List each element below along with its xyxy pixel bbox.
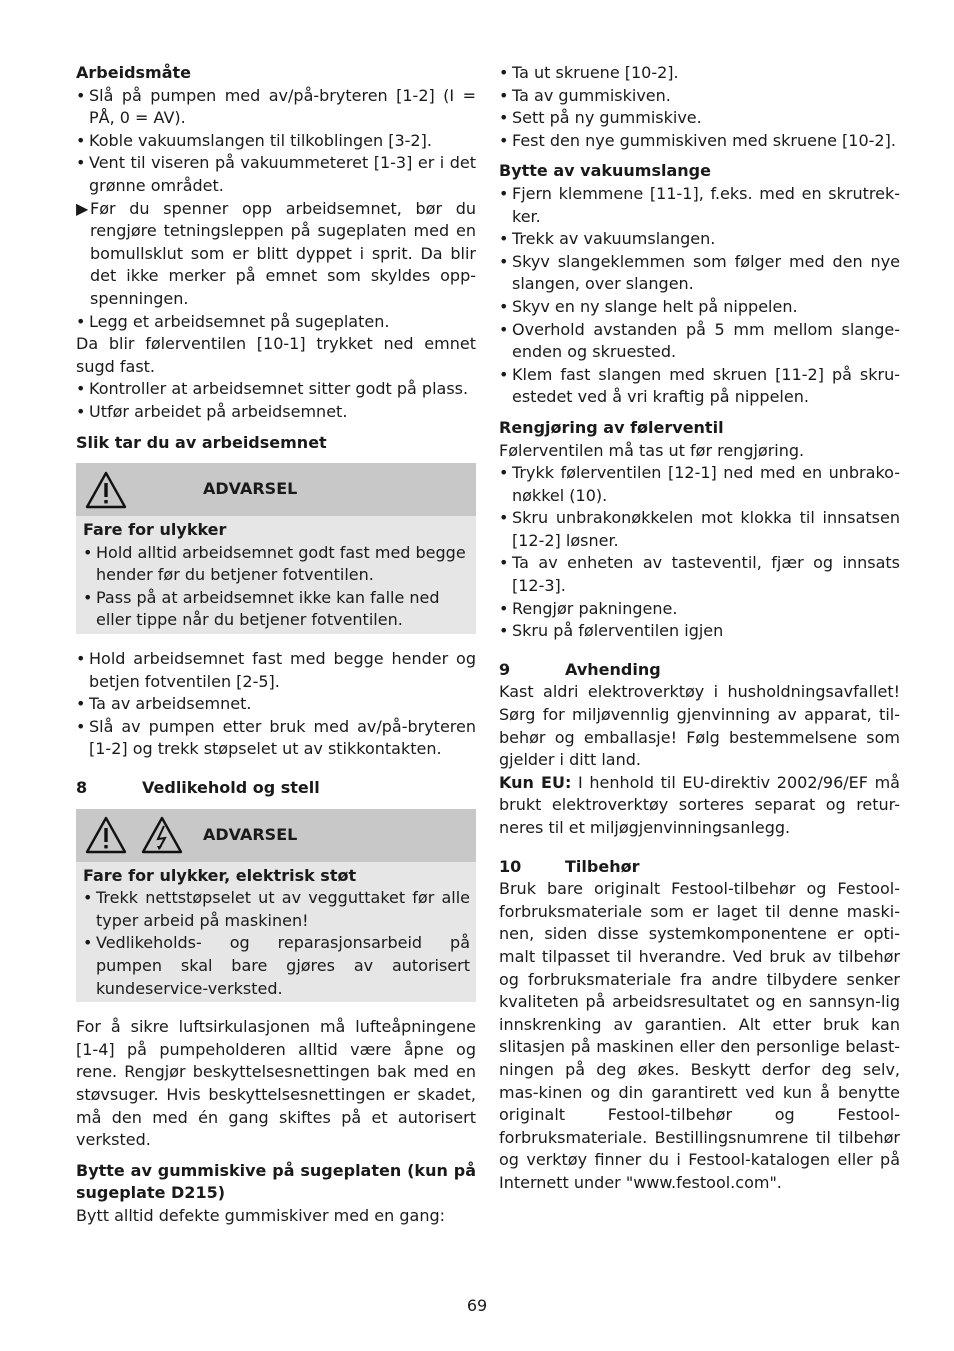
list-item: • Ta av gummiskiven. bbox=[499, 85, 671, 105]
triangle-bullet-icon: ▶ bbox=[76, 198, 89, 218]
list-item: • Skyv slangeklemmen som følger med den nye slangen, over slangen. bbox=[499, 251, 900, 294]
list-item: • Pass på at arbeidsemnet ikke kan falle ned eller tippe når du betjener fotventilen. bbox=[83, 587, 440, 630]
list-item: • Trekk av vakuumslangen. bbox=[499, 229, 716, 249]
page-number: 69 bbox=[466, 1296, 488, 1315]
list-item: • Trekk nettstøpselet ut av vegguttaket før alle typer arbeid på maskinen! bbox=[83, 888, 470, 930]
electric-shock-icon bbox=[140, 815, 184, 855]
warning-heading: Fare for ulykker bbox=[83, 520, 227, 540]
list-item: • Vedlikeholds- og reparasjonsarbeid på pumpen skal bare gjøres av autorisert kundeservice-verksted. bbox=[83, 933, 470, 998]
accessories-paragraph: Bruk bare originalt Festool-tilbehør og Festool-forbruksmateriale som er laget til denne maski-nen, siden disse systemkomponentene er opti-malt tilpasset til hverandre. Ved bruk av tilbehør og forbruksmateriale fra andre tilbydere senker kvaliteten på arbeidsresultatet og en sannsyn-lig innskrenking av garantien. Alt etter bruk kan slitasjen på maskinen eller den personlige belast-ningen på deg økes. Beskytt derfor deg selv, mas-kinen og din garantirett ved kun å benytte originalt Festool-tilbehør og Festool-forbruksmateriale. Bestillingsnumrene til tilbehør og verktøy finner du i Festool-katalogen eller på Internett under "www.festool.com". bbox=[499, 879, 900, 1192]
after-warning-list bbox=[76, 648, 476, 761]
arbeidsmate-list bbox=[76, 85, 476, 334]
warning-header bbox=[76, 463, 476, 516]
section-10-heading: 10 Tilbehør bbox=[499, 856, 640, 876]
warning-triangle-icon bbox=[84, 815, 128, 855]
tip-item: ▶ Før du spenner opp arbeidsemnet, bør du rengjøre tetningsleppen på sugeplaten med en bomullsklut som er blitt dyppet i sprit. Da blir det ikke merker på emnet som skyldes opp-spenningen. bbox=[76, 198, 476, 308]
list-item: • Slå av pumpen etter bruk med av/på-bryteren [1-2] og trekk støpselet ut av stikkontakten. bbox=[76, 716, 476, 759]
warning-heading: Fare for ulykker, elektrisk støt bbox=[83, 865, 357, 885]
list-item: • Trykk følerventilen [12-1] ned med en unbrako-nøkkel (10). bbox=[499, 463, 900, 505]
heading-arbeidsmate: Arbeidsmåte bbox=[76, 63, 192, 82]
vakuumslange-list bbox=[499, 183, 900, 409]
list-item: • Skyv en ny slange helt på nippelen. bbox=[499, 296, 798, 316]
list-item: • Koble vakuumslangen til tilkoblingen [3-2]. bbox=[76, 130, 432, 150]
gummiskive-list bbox=[499, 62, 900, 152]
paragraph: Da blir følerventilen [10-1] trykket ned emnet sugd fast. bbox=[76, 334, 476, 376]
list-item: • Kontroller at arbeidsemnet sitter godt på plass. bbox=[76, 379, 469, 399]
warning-box-electric bbox=[76, 809, 476, 1003]
maintenance-paragraph: For å sikre luftsirkulasjonen må lufteåpningene [1-4] på pumpeholderen alltid være åpne og rene. Rengjør beskyttelsesnettingen bak med en støvsuger. Hvis beskyttelsesnettingen er skadet, må den med én gang skiftes på et autorisert verksted. bbox=[76, 1017, 476, 1150]
warning-header bbox=[76, 809, 476, 862]
arbeidsmate-list-2 bbox=[76, 378, 476, 423]
heading-gummiskive: Bytte av gummiskive på sugeplaten (kun på sugeplate D215) bbox=[76, 1160, 476, 1203]
list-item: • Utfør arbeidet på arbeidsemnet. bbox=[76, 401, 348, 421]
list-item: • Skru på følerventilen igjen bbox=[499, 621, 724, 641]
warning-box bbox=[76, 463, 476, 634]
left-column bbox=[76, 62, 476, 1228]
list-item: • Ta av enheten av tasteventil, fjær og innsats [12-3]. bbox=[499, 553, 900, 596]
disposal-paragraph: Kast aldri elektroverktøy i husholdningsavfallet! Sørg for miljøvennlig gjenvinning av apparat, til-behør og emballasje! Følg bestemmelsene som gjelder i ditt land. bbox=[499, 682, 900, 770]
warning-body bbox=[76, 516, 476, 634]
paragraph: Bytt alltid defekte gummiskiver med en gang: bbox=[76, 1205, 446, 1225]
list-item: • Overhold avstanden på 5 mm mellom slange-enden og skruested. bbox=[499, 319, 900, 362]
list-item: • Hold arbeidsemnet fast med begge hender og betjen fotventilen [2-5]. bbox=[76, 649, 476, 691]
list-item: • Fjern klemmene [11-1], f.eks. med en skrutrek-ker. bbox=[499, 183, 900, 226]
list-item: • Sett på ny gummiskive. bbox=[499, 108, 702, 128]
right-column bbox=[499, 62, 900, 1195]
heading-vakuumslange: Bytte av vakuumslange bbox=[499, 161, 711, 181]
warning-body bbox=[76, 862, 476, 1003]
list-item: • Ta av arbeidsemnet. bbox=[76, 694, 252, 714]
eu-paragraph: Kun EU: I henhold til EU-direktiv 2002/96/EF må brukt elektroverktøy sorteres separat og retur-neres til et miljøgjenvinningsanlegg. bbox=[499, 772, 900, 837]
list-item: • Slå på pumpen med av/på-bryteren [1-2] (I = PÅ, 0 = AV). bbox=[76, 85, 476, 128]
paragraph: Følerventilen må tas ut før rengjøring. bbox=[499, 440, 805, 460]
list-item: • Hold alltid arbeidsemnet godt fast med begge hender før du betjener fotventilen. bbox=[83, 542, 466, 585]
warning-triangle-icon bbox=[84, 470, 128, 510]
heading-folerventil: Rengjøring av følerventil bbox=[499, 417, 724, 437]
section-8-heading: 8 Vedlikehold og stell bbox=[76, 778, 320, 798]
list-item: • Klem fast slangen med skruen [11-2] på skru-estedet ved å vri kraftig på nippelen. bbox=[499, 364, 900, 407]
list-item: • Skru unbrakonøkkelen mot klokka til innsatsen [12-2] løsner. bbox=[499, 508, 900, 550]
list-item: • Fest den nye gummiskiven med skruene [10-2]. bbox=[499, 130, 896, 150]
list-item: • Rengjør pakningene. bbox=[499, 598, 678, 618]
list-item: • Legg et arbeidsemnet på sugeplaten. bbox=[76, 311, 390, 331]
section-9-heading: 9 Avhending bbox=[499, 659, 661, 679]
folerventil-list bbox=[499, 462, 900, 643]
warning-label: ADVARSEL bbox=[203, 479, 298, 499]
list-item: • Ta ut skruene [10-2]. bbox=[499, 63, 679, 82]
warning-label: ADVARSEL bbox=[203, 824, 298, 844]
list-item: • Vent til viseren på vakuummeteret [1-3] er i det grønne området. bbox=[76, 153, 476, 195]
heading-slik-tar: Slik tar du av arbeidsemnet bbox=[76, 432, 327, 452]
